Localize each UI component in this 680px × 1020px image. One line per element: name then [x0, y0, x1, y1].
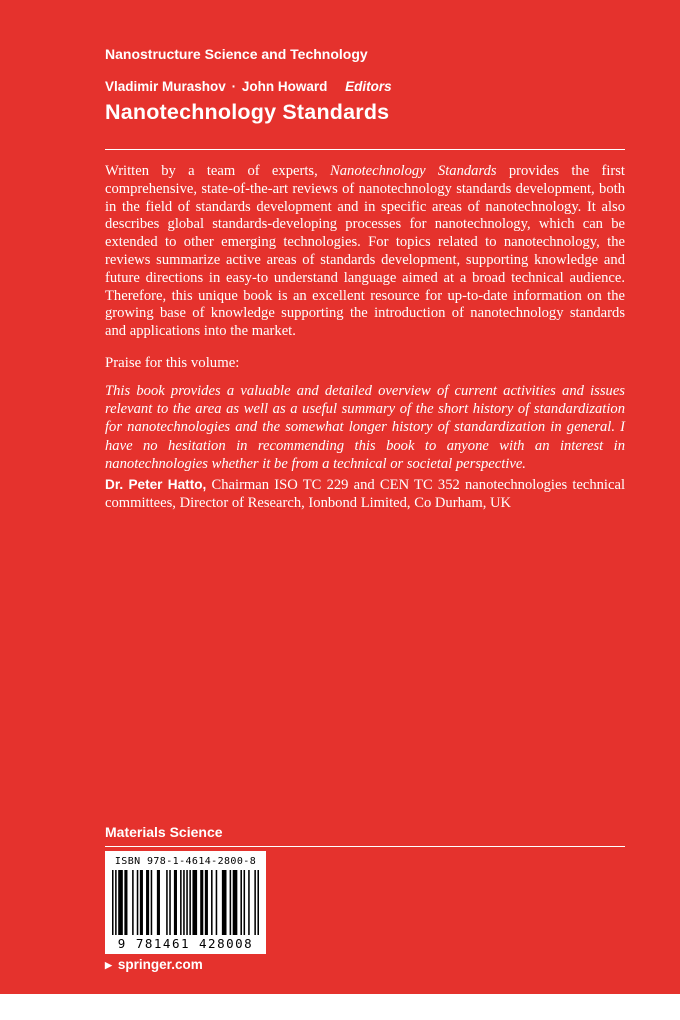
isbn-label: ISBN 978-1-4614-2800-8	[114, 856, 257, 867]
author-name-2: John Howard	[241, 79, 328, 94]
praise-quote: This book provides a valuable and detailed overview of current activities and issues relevant to the area as well as a useful summary of the short history of standardization for nanotechnologies and the somewhat longer history of standardization in general. I have no hesitation in recommending this book to anyone with an interest in nanotechnologies whether it be from a technical or societal perspective.	[105, 383, 625, 472]
author-separator: ·	[231, 79, 237, 94]
publisher-url: springer.com	[117, 957, 203, 972]
book-title: Nanotechnology Standards	[105, 100, 390, 124]
barcode-bars-icon	[112, 870, 259, 935]
blurb-text-post: provides the first comprehensive, state-of-the-art reviews of nanotechnology standards development, both in the field of standards development and in specific areas of nanotechnology. It also describes global standards-developing processes for nanotechnology, which can be extended to other emerging technologies. For topics related to nanotechnology, the reviews summarize active areas of standards development, supporting knowledge and future directions in easy-to understand language aimed at a broad technical audience. Therefore, this unique book is an excellent resource for up-to-date information on the growing base of knowledge supporting the introduction of nanotechnology standards and applications into the market.	[105, 163, 625, 340]
springer-arrow-icon: ▶	[105, 959, 112, 970]
publisher-line	[105, 957, 625, 972]
category-label: Materials Science	[105, 824, 223, 840]
editors-label: Editors	[345, 79, 392, 94]
author-name-1: Vladimir Murashov	[105, 79, 226, 94]
blurb-title-italic: Nanotechnology Standards	[330, 163, 497, 179]
blurb-paragraph	[105, 163, 625, 341]
attribution-name: Dr. Peter Hatto,	[105, 477, 207, 492]
series-title: Nanostructure Science and Technology	[105, 46, 368, 62]
blurb-text-pre: Written by a team of experts,	[105, 163, 330, 179]
barcode-number: 9 781461 428008	[117, 936, 254, 951]
divider-line-bottom	[105, 846, 625, 847]
barcode-panel	[105, 851, 266, 954]
praise-heading: Praise for this volume:	[105, 355, 240, 371]
praise-attribution	[105, 476, 625, 513]
attribution-text: Chairman ISO TC 229 and CEN TC 352 nanotechnologies technical committees, Director of Research, Ionbond Limited, Co Durham, UK	[105, 477, 625, 512]
editors-line	[105, 79, 625, 95]
divider-line-top	[105, 149, 625, 150]
